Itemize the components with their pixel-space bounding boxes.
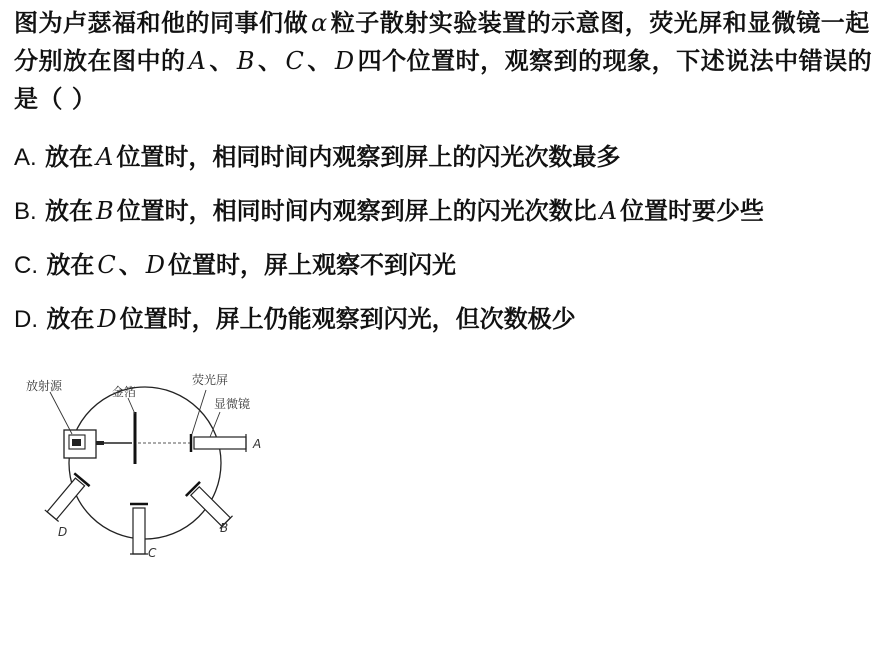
foil-leader [128,398,135,414]
screen-label: 荧光屏 [192,373,229,387]
stem-sep-2: 、 [257,46,283,75]
option-letter: D. [14,306,38,333]
option-text: 放在 [46,304,95,333]
foil-label: 金箔 [112,385,137,399]
alpha-symbol: α [311,9,328,37]
source-nozzle [96,441,104,445]
option-text: 放在 [46,250,95,279]
stem-text-2: 粒子散射实验装置的示意图，荧光屏和显微镜一起分别放在图中的 [14,8,870,75]
position-label-a: A [253,437,262,451]
source-leader [50,392,72,434]
option-var: A [599,197,618,225]
source-label: 放射源 [26,379,63,393]
option-text: 放在 [45,142,94,171]
stem-pos-d: D [334,47,355,75]
option-letter: C. [14,252,38,279]
screen-leader [192,390,206,434]
stem-pos-c: C [285,47,305,75]
option-text: 位置时，相同时间内观察到屏上的闪光次数最多 [116,142,621,171]
option-c[interactable] [14,248,456,283]
option-var: D [97,305,117,333]
option-letter: B. [14,198,37,225]
option-text: 位置时，相同时间内观察到屏上的闪光次数比 [116,196,597,225]
stem-text-3: 四个位置时，观察到的现象，下述说法中错误的是（ ） [14,46,873,113]
microscope-a [194,437,246,449]
stem-sep-1: 、 [209,46,234,75]
option-text: 位置时要少些 [620,196,765,225]
option-text: 放在 [45,196,94,225]
option-letter: A. [14,144,37,171]
option-b[interactable] [14,194,764,229]
stem-pos-b: B [236,47,255,75]
option-text: 位置时，屏上观察不到闪光 [167,250,456,279]
position-label-d: D [58,525,68,539]
source-material [72,439,81,446]
option-text: 位置时，屏上仍能观察到闪光，但次数极少 [119,304,576,333]
option-text: 、 [118,250,143,279]
scattering-apparatus-diagram [14,362,284,572]
stem-pos-a: A [188,47,207,75]
stem-text-1: 图为卢瑟福和他的同事们做 [14,8,308,37]
option-var: C [97,251,116,279]
microscope-d [44,473,90,522]
stem-sep-3: 、 [307,46,332,75]
option-var: A [96,143,114,171]
position-label-b: B [220,521,229,535]
microscope-label: 显微镜 [214,397,251,411]
option-var: D [145,251,165,279]
option-var: B [96,197,114,225]
position-label-c: C [148,546,157,560]
option-d[interactable] [14,302,576,337]
question-stem [14,4,882,118]
microscope-c [133,508,145,554]
option-a[interactable] [14,140,620,175]
